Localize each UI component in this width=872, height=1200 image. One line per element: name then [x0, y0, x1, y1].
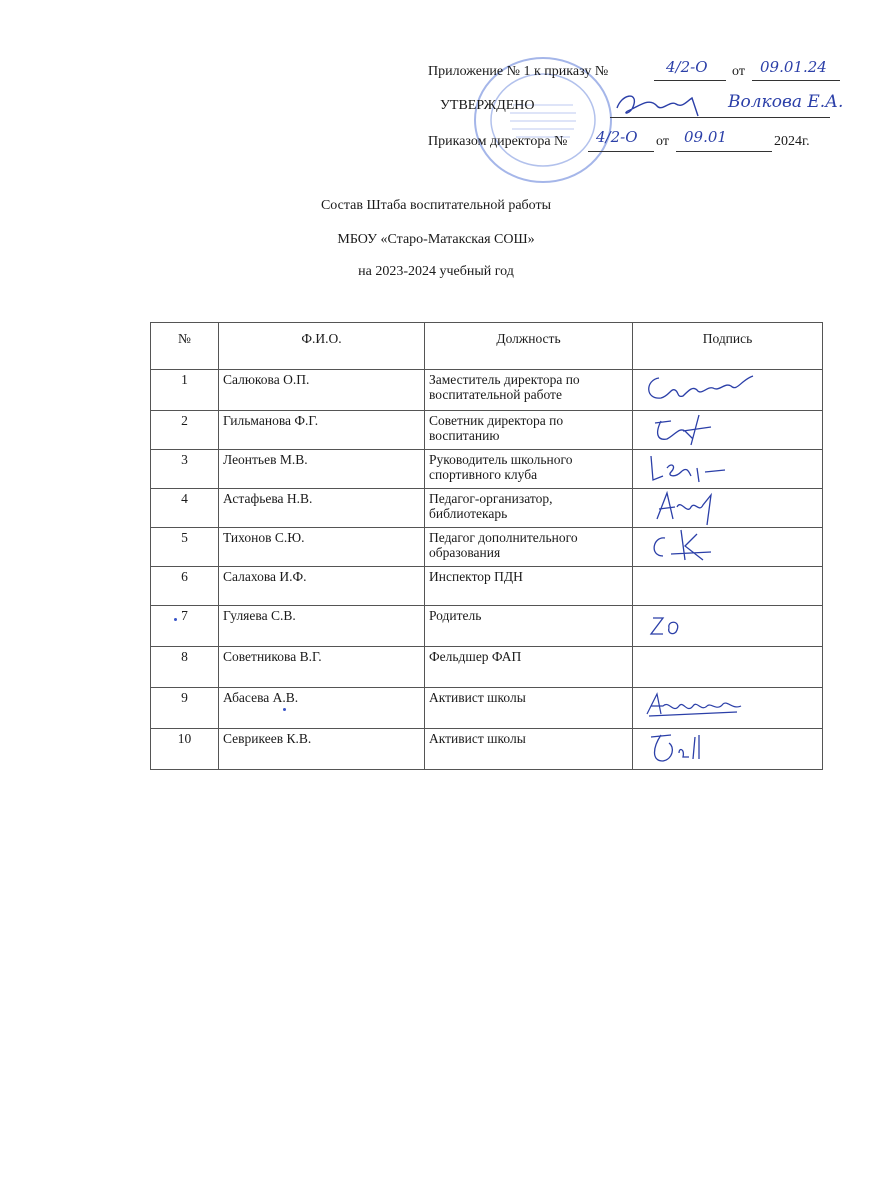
- header-name: Ф.И.О.: [219, 323, 425, 370]
- signature-5: [641, 526, 741, 566]
- row-position: Инспектор ПДН: [425, 567, 633, 606]
- row-name: Советникова В.Г.: [219, 647, 425, 688]
- order-number: 4/2-О: [596, 128, 638, 146]
- row-position: Педагог-организатор, библиотекарь: [425, 489, 633, 528]
- row-position: Педагог дополнительного образования: [425, 528, 633, 567]
- row-signature: [633, 567, 823, 606]
- row-signature: [633, 688, 823, 729]
- row-name: Астафьева Н.В.: [219, 489, 425, 528]
- order-date: 09.01: [684, 128, 727, 146]
- table-row: [151, 688, 823, 729]
- table-row: [151, 647, 823, 688]
- row-number: 8: [151, 647, 219, 688]
- approver-name: Волкова Е.А.: [728, 92, 844, 112]
- row-signature: [633, 606, 823, 647]
- row-signature: [633, 411, 823, 450]
- row-name: Салахова И.Ф.: [219, 567, 425, 606]
- row-name: Гильманова Ф.Г.: [219, 411, 425, 450]
- staff-table: [150, 322, 823, 770]
- row-name: Абасева А.В.: [219, 688, 425, 729]
- table-row: [151, 450, 823, 489]
- row-name: Тихонов С.Ю.: [219, 528, 425, 567]
- header-signature: Подпись: [633, 323, 823, 370]
- row-position: Активист школы: [425, 729, 633, 770]
- row-signature: [633, 647, 823, 688]
- signature-2: [641, 409, 741, 449]
- row-number: 9: [151, 688, 219, 729]
- row-number: 4: [151, 489, 219, 528]
- signature-4: [641, 487, 741, 527]
- table-row: [151, 729, 823, 770]
- row-number: 5: [151, 528, 219, 567]
- appendix-number-underline: [654, 80, 726, 81]
- row-number: 3: [151, 450, 219, 489]
- row-signature: [633, 528, 823, 567]
- document-title-line1: Состав Штаба воспитательной работы: [320, 198, 552, 213]
- appendix-number: 4/2-О: [666, 58, 708, 76]
- row-number: 2: [151, 411, 219, 450]
- row-name: Севрикеев К.В.: [219, 729, 425, 770]
- header-position: Должность: [425, 323, 633, 370]
- row-signature: [633, 450, 823, 489]
- appendix-from: от: [732, 64, 745, 79]
- signature-9: [641, 686, 751, 726]
- row-position: Родитель: [425, 606, 633, 647]
- signature-3: [641, 448, 741, 488]
- director-signature: [612, 86, 702, 120]
- row-name: Гуляева С.В.: [219, 606, 425, 647]
- table-row: [151, 528, 823, 567]
- row-number: 10: [151, 729, 219, 770]
- signature-1: [641, 368, 761, 406]
- table-row: [151, 370, 823, 411]
- table-row: [151, 489, 823, 528]
- header-number: №: [151, 323, 219, 370]
- order-from: от: [656, 134, 669, 149]
- order-label: Приказом директора №: [428, 134, 568, 149]
- ink-speck: [174, 618, 177, 621]
- row-signature: [633, 489, 823, 528]
- approved-label: УТВЕРЖДЕНО: [440, 98, 535, 113]
- row-position: Руководитель школьного спортивного клуба: [425, 450, 633, 489]
- row-number: 7: [151, 606, 219, 647]
- order-year: 2024г.: [774, 134, 810, 149]
- order-number-underline: [588, 151, 654, 152]
- signature-10: [641, 727, 721, 769]
- row-name: Салюкова О.П.: [219, 370, 425, 411]
- table-row: [151, 567, 823, 606]
- row-number: 6: [151, 567, 219, 606]
- row-position: Фельдшер ФАП: [425, 647, 633, 688]
- appendix-date: 09.01.24: [760, 58, 827, 76]
- appendix-line: [428, 64, 608, 80]
- appendix-date-underline: [752, 80, 840, 81]
- appendix-label: Приложение № 1 к приказу №: [428, 64, 609, 79]
- row-position: Советник директора по воспитанию: [425, 411, 633, 450]
- row-signature: [633, 729, 823, 770]
- table-header-row: [151, 323, 823, 370]
- table-row: [151, 606, 823, 647]
- row-signature: [633, 370, 823, 411]
- row-position: Активист школы: [425, 688, 633, 729]
- row-name: Леонтьев М.В.: [219, 450, 425, 489]
- document-title-line2: МБОУ «Старо-Матакская СОШ»: [337, 232, 535, 247]
- row-number: 1: [151, 370, 219, 411]
- order-date-underline: [676, 151, 772, 152]
- table-row: [151, 411, 823, 450]
- document-title-line3: на 2023-2024 учебный год: [358, 264, 514, 279]
- ink-speck: [283, 708, 286, 711]
- row-position: Заместитель директора по воспитательной работе: [425, 370, 633, 411]
- signature-7: [641, 604, 701, 644]
